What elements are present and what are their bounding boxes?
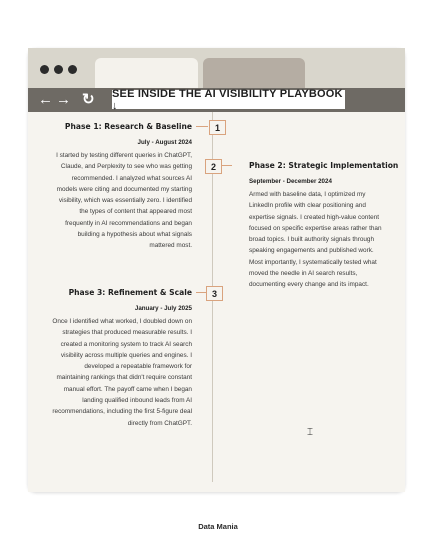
phase-1-body: I started by testing different queries in ChatGPT, Claude, and Perplexity to see who was getting recommended. I analyzed what sources AI models were citing and documented my starting visibility, which was essentially zero. I identified the types of content that appeared most frequently in AI recommendations and began building a hypothesis about what signals mattered most.	[56, 152, 192, 250]
phase-2-body: Armed with baseline data, I optimized my LinkedIn profile with clear positioning and expertise signals. I created high-value content focused on specific expertise areas rather than broad topics. I built authority signals through speaking engagements and published work. Most importantly, I systematically tested what moved the needle in AI search results, documenting every change and its impact.	[249, 191, 382, 289]
forward-arrow-icon[interactable]: →	[56, 91, 71, 108]
phase-3-dates: January - July 2025	[134, 305, 192, 312]
phase-3-connector	[196, 292, 206, 293]
phase-1-badge: 1	[209, 120, 226, 135]
phase-3-body: Once I identified what worked, I doubled down on strategies that produced measurable results. I created a monitoring system to track AI search visibility across multiple queries and engines. I developed a repeatable framework for maintaining rankings that didn't require constant manual effort. The payoff came when I began landing qualified inbound leads from AI recommendations, including the first 5-figure deal directly from ChatGPT.	[52, 318, 192, 427]
phase-3-title: Phase 3: Refinement & Scale	[68, 288, 192, 297]
phase-3-badge: 3	[206, 286, 223, 301]
title-bar	[28, 48, 405, 88]
window-control-dot-2[interactable]	[54, 65, 63, 74]
text-cursor-icon: ⌶	[307, 427, 313, 438]
browser-toolbar	[28, 88, 405, 112]
footer-brand: Data Mania	[198, 522, 238, 531]
back-arrow-icon[interactable]: ←	[38, 91, 53, 108]
phase-2-connector	[222, 165, 232, 166]
phase-2-dates: September - December 2024	[249, 178, 332, 185]
phase-1-dates: July - August 2024	[137, 139, 192, 146]
active-tab[interactable]	[95, 58, 198, 90]
address-bar[interactable]: SEE INSIDE THE AI VISIBILITY PLAYBOOK ↓	[112, 90, 345, 109]
window-control-dot-3[interactable]	[68, 65, 77, 74]
phase-1-title: Phase 1: Research & Baseline	[64, 122, 192, 131]
page-content	[28, 112, 405, 531]
phase-1-connector	[196, 126, 208, 127]
reload-icon[interactable]: ↻	[82, 91, 95, 108]
inactive-tab[interactable]	[203, 58, 305, 88]
phase-2-title: Phase 2: Strategic Implementation	[249, 161, 399, 170]
browser-window	[28, 48, 405, 531]
window-control-dot-1[interactable]	[40, 65, 49, 74]
phase-2-badge: 2	[205, 159, 222, 174]
